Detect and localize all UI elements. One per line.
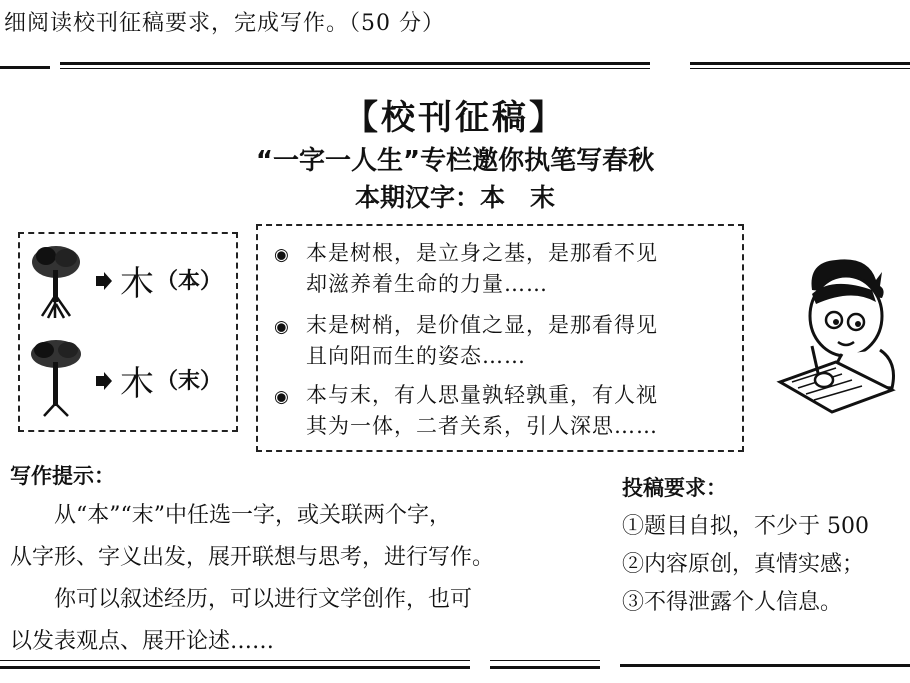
boy-writing-illustration (772, 250, 910, 420)
label-ben: （本） (156, 269, 223, 294)
bottom-rule-mid (490, 666, 600, 669)
requirements-heading: 投稿要求： (622, 476, 727, 500)
writing-tips-heading: 写作提示： (10, 464, 115, 488)
bullet-text: 却滋养着生命的力量…… (306, 272, 548, 296)
requirement-item: ②内容原创，真情实感； (622, 552, 865, 577)
top-rule-mid (60, 62, 650, 65)
requirement-item: ①题目自拟，不少于 500 (622, 514, 869, 539)
bullet-marker-icon: ◉ (274, 317, 290, 337)
etymology-panel (18, 232, 238, 432)
bullet-text: 且向阳而生的姿态…… (306, 344, 526, 368)
bottom-rule-left-over (0, 660, 470, 661)
arrow-right-icon (96, 272, 112, 290)
bullet-text: 末是树梢，是价值之显，是那看得见 (306, 313, 658, 337)
tree-roots-icon (28, 240, 84, 320)
bullet-text: 本是树根，是立身之基，是那看不见 (306, 241, 658, 265)
top-rule-right-under (690, 68, 910, 69)
tree-top-icon (28, 338, 84, 418)
page-title: 【校刊征稿】 (344, 98, 566, 138)
bullet-marker-icon: ◉ (274, 387, 290, 407)
bullet-text: 本与末，有人思量孰轻孰重，有人视 (306, 383, 658, 407)
definition-box (256, 224, 744, 452)
bullet-relation (274, 380, 734, 442)
top-rule-left (0, 66, 50, 69)
bottom-rule-left (0, 666, 470, 669)
requirement-item: ③不得泄露个人信息。 (622, 590, 843, 615)
top-rule-mid-under (60, 68, 650, 69)
writing-tip-line: 以发表观点、展开论述…… (10, 629, 275, 654)
instruction-text: 细阅读校刊征稿要求，完成写作。（50 分） (4, 11, 445, 36)
writing-tip-line: 你可以叙述经历，可以进行文学创作，也可 (10, 587, 473, 612)
bottom-rule-right (620, 664, 910, 667)
chars-line: 本期汉字：本 末 (354, 183, 555, 212)
bullet-mo (274, 310, 734, 372)
ancient-glyph-ben: 木 (120, 264, 154, 304)
bullet-ben (274, 238, 734, 300)
writing-tip-line: 从“本”“末”中任选一字，或关联两个字， (10, 503, 451, 528)
writing-tip-line: 从字形、字义出发，展开联想与思考，进行写作。 (10, 545, 495, 570)
bullet-text: 其为一体，二者关系，引人深思…… (306, 414, 658, 438)
page-subtitle: “一字一人生”专栏邀你执笔写春秋 (255, 146, 655, 176)
top-rule-right (690, 62, 910, 65)
arrow-right-icon (96, 372, 112, 390)
bottom-rule-mid-over (490, 660, 600, 661)
bullet-marker-icon: ◉ (274, 245, 290, 265)
ancient-glyph-mo: 木 (120, 364, 154, 404)
label-mo: （末） (156, 369, 223, 394)
